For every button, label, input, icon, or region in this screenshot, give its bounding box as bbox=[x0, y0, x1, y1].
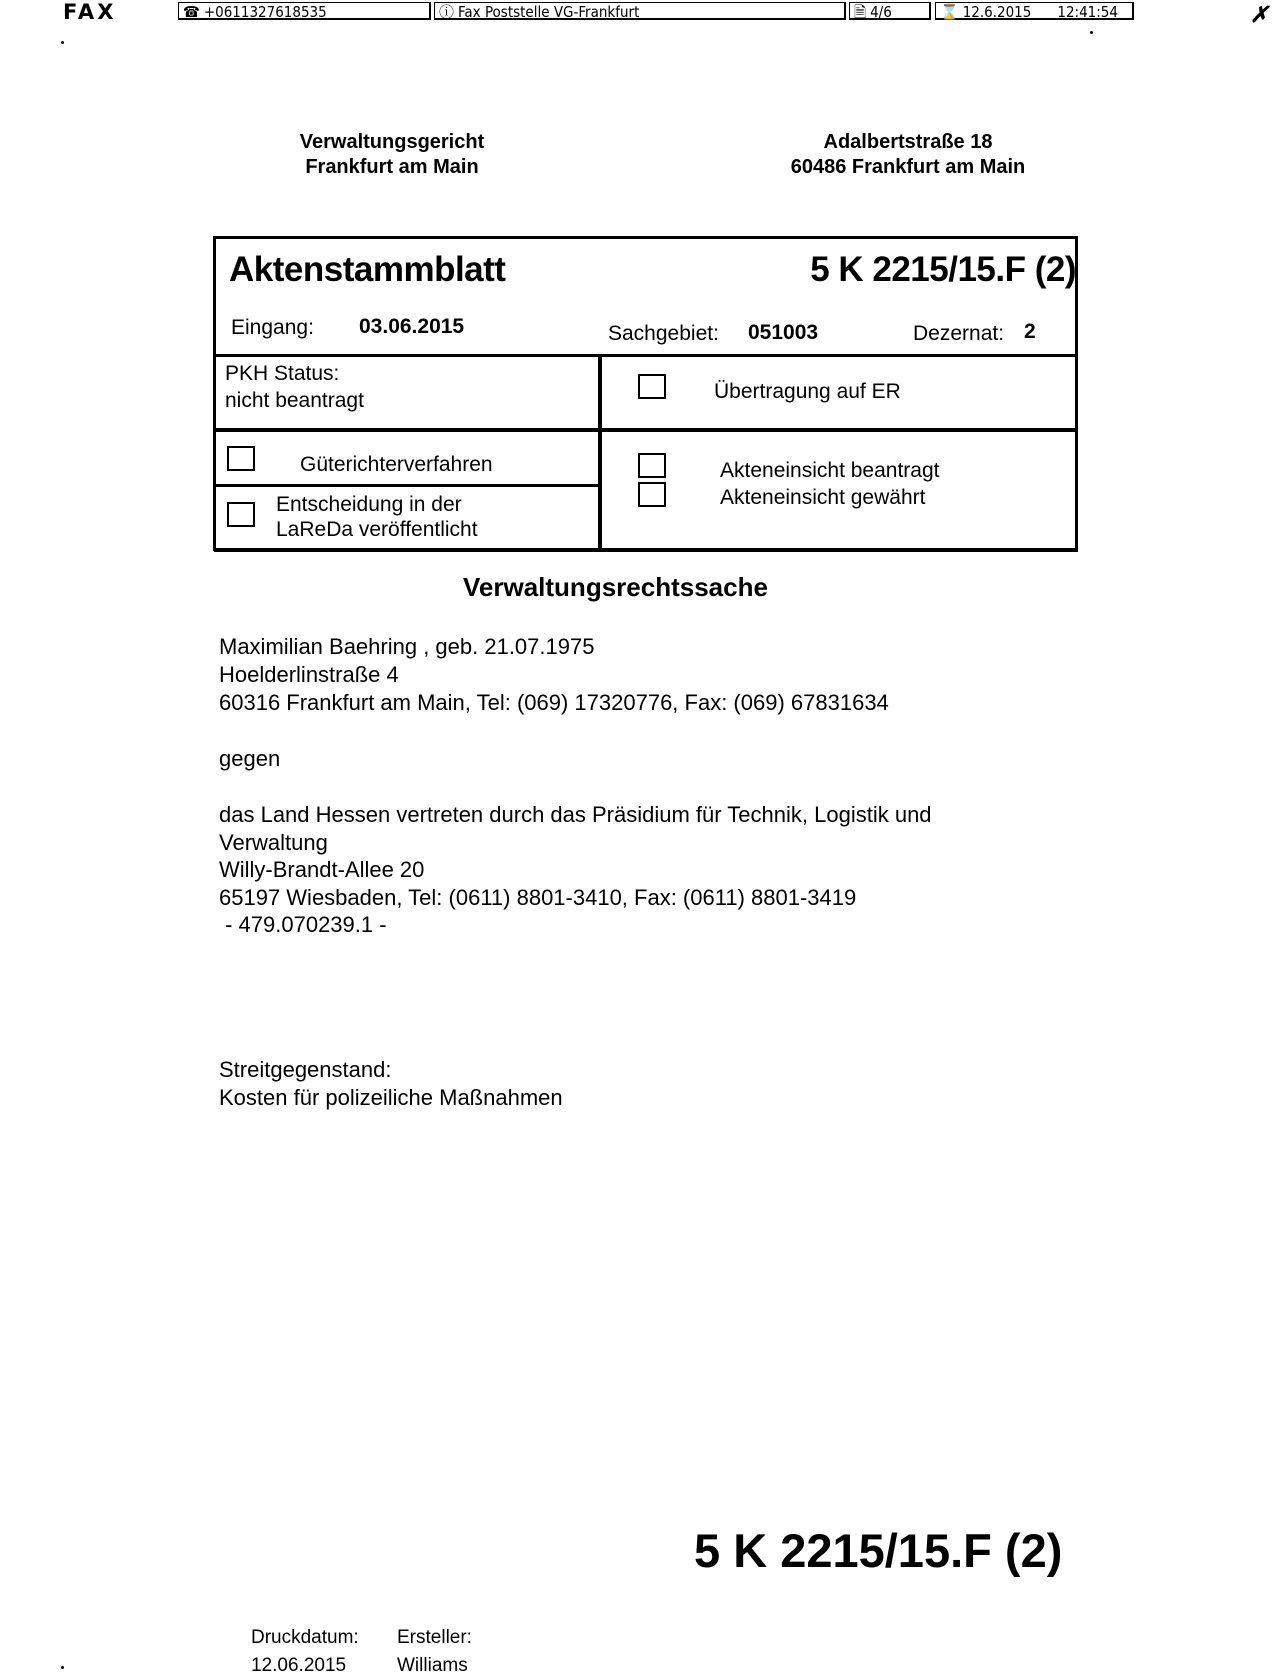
sachgebiet-value: 051003 bbox=[748, 321, 819, 344]
court-name bbox=[262, 130, 522, 180]
akteneinsicht-beantragt-checkbox[interactable] bbox=[638, 453, 666, 478]
document-icon: 🗎 bbox=[854, 3, 867, 21]
defendant-line: Verwaltung bbox=[219, 830, 328, 855]
plaintiff-name: Maximilian Baehring , geb. 21.07.1975 bbox=[219, 634, 595, 659]
uebertragung-label: Übertragung auf ER bbox=[714, 380, 901, 403]
akteneinsicht-gewaehrt-label: Akteneinsicht gewährt bbox=[720, 486, 926, 509]
gueterichter-label: Güterichterverfahren bbox=[300, 453, 493, 476]
case-heading: Verwaltungsrechtssache bbox=[463, 572, 768, 602]
eingang-value: 03.06.2015 bbox=[359, 315, 465, 338]
form-divider bbox=[598, 354, 602, 550]
print-date-value: 12.06.2015 bbox=[251, 1655, 347, 1676]
entscheidung-label-line2: LaReDa veröffentlicht bbox=[276, 518, 478, 541]
fax-date: 12.6.2015 bbox=[962, 3, 1032, 21]
sachgebiet-label: Sachgebiet: bbox=[608, 322, 719, 345]
pkh-status-value: nicht beantragt bbox=[225, 389, 364, 412]
footer-case-number: 5 K 2215/15.F (2) bbox=[694, 1524, 1063, 1577]
fax-sender-field bbox=[434, 2, 846, 20]
fax-time: 12:41:54 bbox=[1057, 3, 1118, 21]
info-icon: ⓘ bbox=[439, 3, 455, 21]
versus-label: gegen bbox=[219, 746, 281, 771]
defendant-line: Willy-Brandt-Allee 20 bbox=[219, 857, 425, 882]
form-title: Aktenstammblatt bbox=[229, 250, 506, 289]
scan-dot bbox=[1090, 31, 1093, 34]
uebertragung-checkbox[interactable] bbox=[638, 374, 666, 399]
entscheidung-checkbox[interactable] bbox=[227, 502, 255, 527]
creator-value: Williams bbox=[397, 1655, 468, 1676]
defendant-line: 65197 Wiesbaden, Tel: (0611) 8801-3410, Fax: (0611) 8801-3419 bbox=[219, 885, 857, 910]
fax-phone: +0611327618535 bbox=[203, 3, 327, 21]
fax-label: FAX bbox=[63, 0, 117, 24]
court-address-line2: 60486 Frankfurt am Main bbox=[790, 156, 1026, 178]
akteneinsicht-beantragt-label: Akteneinsicht beantragt bbox=[720, 459, 940, 482]
entscheidung-label-line1: Entscheidung in der bbox=[276, 493, 462, 516]
court-name-line2: Frankfurt am Main bbox=[305, 156, 479, 178]
form-divider bbox=[214, 428, 1078, 432]
court-name-line1: Verwaltungsgericht bbox=[299, 131, 485, 153]
defendant-line: das Land Hessen vertreten durch das Präsidium für Technik, Logistik und bbox=[219, 802, 932, 827]
hourglass-icon: ⌛ bbox=[940, 3, 959, 21]
print-date-label: Druckdatum: bbox=[251, 1627, 359, 1648]
fax-sender: Fax Poststelle VG-Frankfurt bbox=[458, 3, 640, 21]
scan-dot bbox=[61, 41, 64, 44]
pkh-status-label: PKH Status: bbox=[225, 362, 340, 385]
akteneinsicht-gewaehrt-checkbox[interactable] bbox=[638, 482, 666, 507]
dezernat-value: 2 bbox=[1024, 320, 1036, 343]
court-address bbox=[768, 130, 1048, 180]
form-case-number: 5 K 2215/15.F (2) bbox=[810, 250, 1076, 289]
plaintiff-street: Hoelderlinstraße 4 bbox=[219, 662, 399, 687]
fax-signature-icon: ✗ bbox=[1250, 2, 1269, 28]
fax-pages-field bbox=[849, 2, 931, 20]
scan-dot bbox=[61, 1666, 64, 1669]
fax-pages: 4/6 bbox=[870, 3, 892, 21]
court-address-line1: Adalbertstraße 18 bbox=[823, 131, 993, 153]
plaintiff-city-contact: 60316 Frankfurt am Main, Tel: (069) 17320776, Fax: (069) 67831634 bbox=[219, 690, 889, 715]
form-divider bbox=[214, 484, 600, 487]
eingang-label: Eingang: bbox=[231, 316, 314, 339]
fax-phone-field bbox=[178, 2, 431, 20]
form-border-left bbox=[213, 236, 216, 551]
form-border-top bbox=[214, 236, 1077, 239]
subject-label: Streitgegenstand: bbox=[219, 1057, 392, 1082]
dezernat-label: Dezernat: bbox=[913, 322, 1005, 345]
creator-label: Ersteller: bbox=[397, 1627, 472, 1648]
gueterichter-checkbox[interactable] bbox=[227, 446, 255, 471]
subject-value: Kosten für polizeiliche Maßnahmen bbox=[219, 1085, 563, 1110]
form-divider bbox=[214, 354, 1078, 357]
defendant-reference: - 479.070239.1 - bbox=[219, 912, 387, 937]
telephone-icon: ☎ bbox=[183, 3, 200, 21]
fax-date-field bbox=[935, 2, 1134, 20]
form-border-bottom bbox=[214, 548, 1078, 552]
